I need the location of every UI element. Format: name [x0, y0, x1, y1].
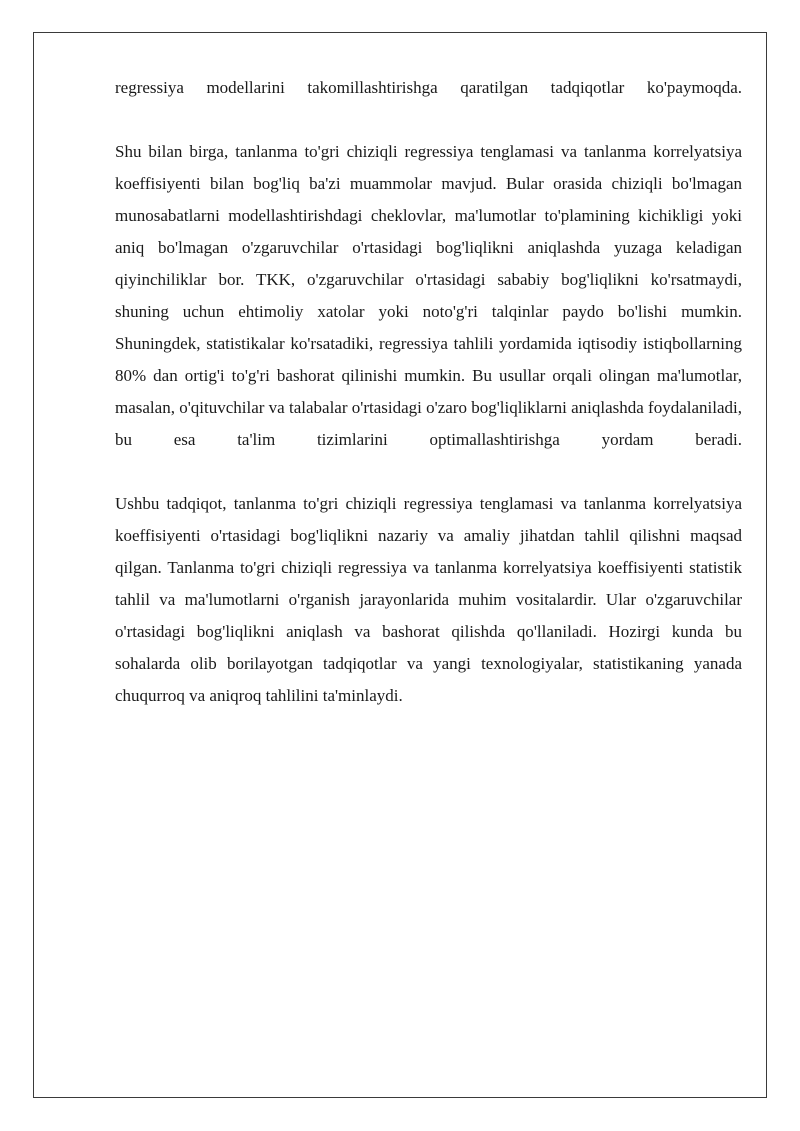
paragraph-problems: Shu bilan birga, tanlanma to'gri chiziqli regressiya tenglamasi va tanlanma korrelyatsiya koeffisiyenti bilan bog'liq ba'zi muammolar mavjud. Bular orasida chiziqli bo'lmagan munosabatlarni modellashtirishdagi cheklovlar, ma'lumotlar to'plamining kichikligi yoki aniq bo'lmagan o'zgaruvchilar o'rtasidagi bog'liqlikni aniqlashda yuzaga keladigan qiyinchiliklar bor. TKK, o'zgaruvchilar o'rtasidagi sababiy bog'liqlikni ko'rsatmaydi, shuning uchun ehtimoliy xatolar yoki noto'g'ri talqinlar paydo bo'lishi mumkin. Shuningdek, statistikalar ko'rsatadiki, regressiya tahlili yordamida iqtisodiy istiqbollarning 80% dan ortig'i to'g'ri bashorat qilinishi mumkin. Bu usullar orqali olingan ma'lumotlar, masalan, o'qituvchilar va talabalar o'rtasidagi o'zaro bog'liqliklarni aniqlashda foydalaniladi, bu esa ta'lim tizimlarini optimallashtirishga yordam beradi.: [115, 142, 742, 449]
paragraph-gap: [115, 104, 742, 136]
document-body: [115, 72, 742, 712]
paragraph-intro-continuation: regressiya modellarini takomillashtirishga qaratilgan tadqiqotlar ko'paymoqda.: [115, 78, 742, 97]
paragraph-research-aim: Ushbu tadqiqot, tanlanma to'gri chiziqli regressiya tenglamasi va tanlanma korrelyatsiya koeffisiyenti o'rtasidagi bog'liqlikni nazariy va amaliy jihatdan tahlil qilishni maqsad qilgan. Tanlanma to'gri chiziqli regressiya va tanlanma korrelyatsiya koeffisiyenti statistik tahlil va ma'lumotlarni o'rganish jarayonlarida muhim vositalardir. Ular o'zgaruvchilar o'rtasidagi bog'liqlikni aniqlash va bashorat qilishda qo'llaniladi. Hozirgi kunda bu sohalarda olib borilayotgan tadqiqotlar va yangi texnologiyalar, statistikaning yanada chuqurroq va aniqroq tahlilini ta'minlaydi.: [115, 494, 742, 705]
paragraph-gap: [115, 456, 742, 488]
